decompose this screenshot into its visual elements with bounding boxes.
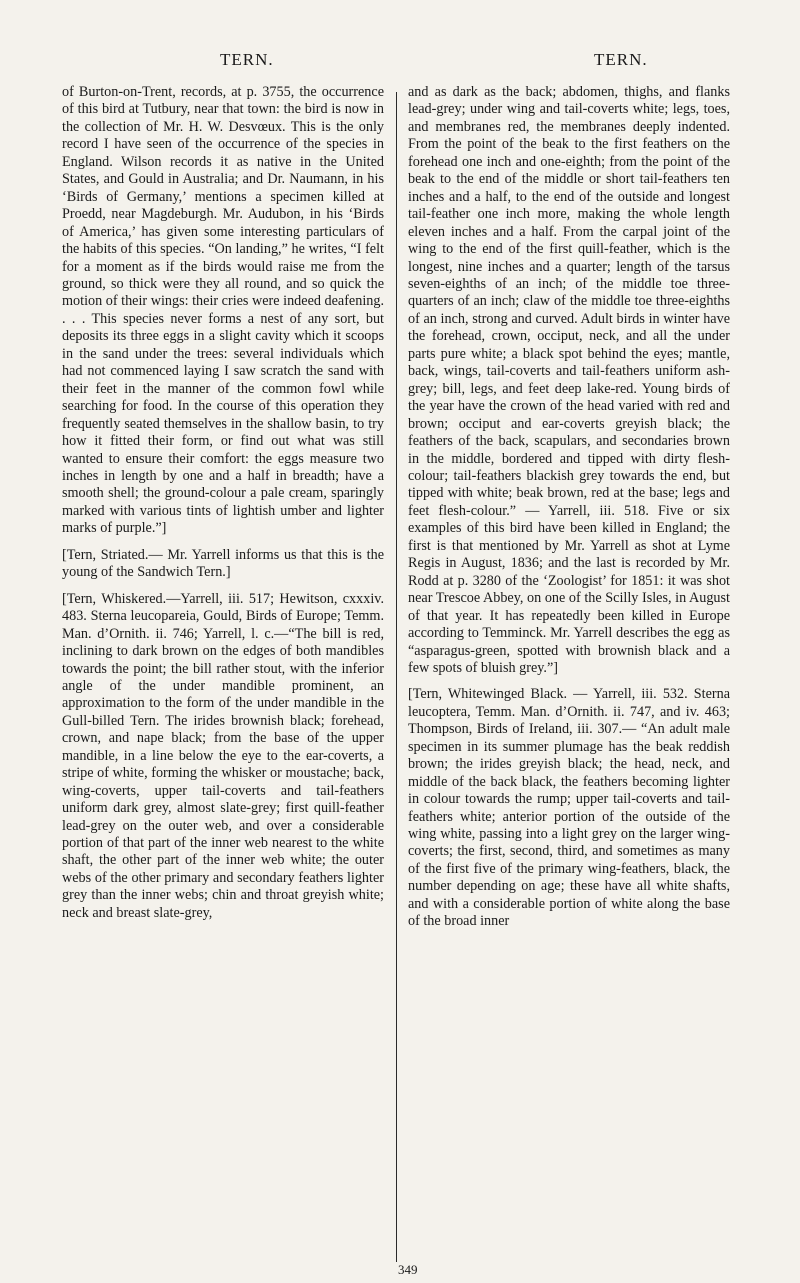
paragraph-striated-tern: [Tern, Striated.— Mr. Yarrell informs us that this is the young of the Sandwich Tern.] xyxy=(62,546,384,581)
left-column xyxy=(62,84,384,931)
right-column xyxy=(408,84,730,940)
running-head-right: TERN. xyxy=(594,50,648,69)
paragraph-caspian-tern-continued: of Burton-on-Trent, records, at p. 3755, the occurrence of this bird at Tutbury, near that town: the bird is now in the collection of Mr. H. W. Desvœux. This is the only record I have seen of the occurrence of the species in England. Wilson records it as native in the United States, and Gould in Australia; and Dr. Naumann, in his ‘Birds of Germany,’ mentions a specimen killed at Proedd, near Magdeburgh. Mr. Audubon, in his ‘Birds of America,’ has given some interesting particulars of the habits of this species. “On landing,” he writes, “I felt for a moment as if the birds would raise me from the ground, so thick were they all round, and so quick the motion of their wings: their cries were indeed deafening. . . . This species never forms a nest of any sort, but deposits its three eggs in a slight cavity which it scoops in the sand under the trees: several individuals which had not commenced laying I saw scratch the sand with their feet in the manner of the common fowl while searching for food. In the course of this operation they frequently seated themselves in the shallow basin, to try how it fitted their form, or find out what was still wanted to ensure their comfort: the eggs measure two inches in length by one and a half in breadth; have a smooth shell; the ground-colour a pale cream, sparingly marked with various tints of lightish umber and lighter marks of purple.”] xyxy=(62,84,384,537)
page-number: 349 xyxy=(398,1262,418,1277)
paragraph-whiskered-tern-continued: and as dark as the back; abdomen, thighs, and flanks lead-grey; under wing and tail-coverts white; legs, toes, and membranes red, the membranes deeply indented. From the point of the beak to the first feathers on the forehead one inch and one-eighth; from the point of the beak to the end of the middle or short tail-feathers ten inches and a half, to the end of the outside and longest tail-feather one inch more, making the whole length eleven inches and a half. From the carpal joint of the wing to the end of the first quill-feather, which is the longest, nine inches and a quarter; length of the tarsus seven-eighths of an inch; of the middle toe three-quarters of an inch; claw of the middle toe three-eighths of an inch, strong and curved. Adult birds in winter have the forehead, crown, occiput, neck, and all the under parts pure white; a black spot behind the eyes; mantle, back, wings, tail-coverts and tail-feathers uniform ash-grey; bill, legs, and feet deep lake-red. Young birds of the year have the crown of the head varied with red and brown; occiput and ear-coverts greyish black; the feathers of the back, scapulars, and secondaries brown in the middle, bordered and tipped with dirty flesh-colour; tail-feathers blackish grey towards the end, but tipped with white; beak brown, red at the base; legs and feet flesh-colour.” — Yarrell, iii. 518. Five or six examples of this bird have been killed in England; the first is that mentioned by Mr. Yarrell as shot at Lyme Regis in August, 1836; and the last is recorded by Mr. Rodd at p. 3280 of the ‘Zoologist’ for 1851: it was shot near Trescoe Abbey, on one of the Scilly Isles, in August of that year. It has repeatedly been killed in Europe according to Temminck. Mr. Yarrell describes the egg as “asparagus-green, spotted with brownish black and a few spots of bluish grey.”] xyxy=(408,84,730,676)
column-divider xyxy=(396,92,397,1262)
paragraph-whiskered-tern: [Tern, Whiskered.—Yarrell, iii. 517; Hewitson, cxxxiv. 483. Sterna leucopareia, Gould, Birds of Europe; Temm. Man. d’Ornith. ii. 746; Yarrell, l. c.—“The bill is red, inclining to dark brown on the edges of both mandibles towards the point; the bill rather stout, with the inferior angle of the under mandible prominent, an approximation to the form of the under mandible in the Gull-billed Tern. The irides brownish black; forehead, crown, and nape black; from the base of the upper mandible, in a line below the eye to the ear-coverts, a stripe of white, forming the whisker or moustache; back, wing-coverts, upper tail-coverts and tail-feathers uniform dark grey, almost slate-grey; first quill-feather lead-grey on the outer web, and over a considerable portion of that part of the inner web nearest to the white shaft, the other part of the inner web white; the outer webs of the other primary and secondary feathers lighter grey than the inner webs; chin and throat greyish white; neck and breast slate-grey, xyxy=(62,590,384,921)
running-head-left: TERN. xyxy=(220,50,274,69)
paragraph-whitewinged-black-tern: [Tern, Whitewinged Black. — Yarrell, iii. 532. Sterna leucoptera, Temm. Man. d’Ornith. ii. 747, and iv. 463; Thompson, Birds of Ireland, iii. 307.— “An adult male specimen in its summer plumage has the beak reddish brown; the irides greyish black; the head, neck, and middle of the back black, the feathers becoming lighter in colour towards the rump; upper tail-coverts and tail-feathers white; anterior portion of the outside of the wing white, passing into a light grey on the larger wing-coverts; the first, second, third, and sometimes as many of the first five of the primary wing-feathers, black, the number depending on age; these have all white shafts, and with a considerable portion of white along the base of the broad inner xyxy=(408,686,730,930)
